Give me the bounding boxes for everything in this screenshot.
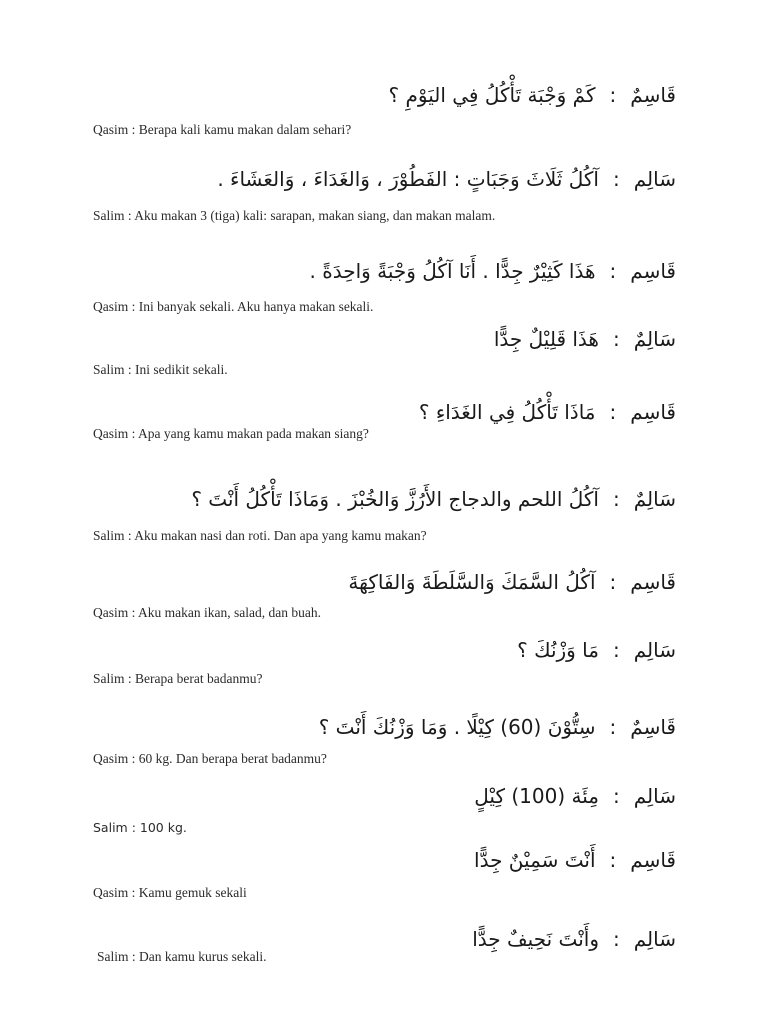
arabic-line-2	[217, 164, 676, 194]
arabic-line-11	[474, 845, 676, 875]
colon: :	[609, 570, 617, 594]
translation-line-6: Salim : Aku makan nasi dan roti. Dan apa yang kamu makan?	[93, 528, 427, 543]
speaker-name: قَاسِم	[630, 259, 676, 283]
speaker-name: قَاسِمٌ	[630, 715, 676, 739]
arabic-text: هَذَا قَلِيْلٌ جِدًّا	[493, 327, 599, 351]
translation-line-1: Qasim : Berapa kali kamu makan dalam sehari?	[93, 122, 352, 137]
arabic-text: سِتُّوْنَ (60) كِيْلًا . وَمَا وَزْنُكَ أَنْتَ ؟	[318, 715, 596, 739]
arabic-line-8	[517, 635, 676, 665]
arabic-text: أَنْتَ سَمِيْنٌ جِدًّا	[474, 848, 596, 872]
speaker-name: قَاسِم	[630, 570, 676, 594]
speaker-name: سَالِم	[633, 784, 676, 808]
arabic-line-6	[191, 484, 676, 514]
arabic-line-10	[474, 781, 676, 811]
colon: :	[612, 927, 620, 951]
arabic-text: آكُلُ ثَلَاثَ وَجَبَاتٍ : الفَطُوْرَ ، وَالغَدَاءَ ، وَالعَشَاءَ .	[217, 167, 599, 191]
arabic-line-1	[389, 80, 676, 110]
colon: :	[612, 784, 620, 808]
arabic-line-3	[310, 256, 676, 286]
colon: :	[609, 83, 617, 107]
speaker-name: سَالِم	[633, 638, 676, 662]
arabic-text: وأَنْتَ نَحِيفٌ جِدًّا	[472, 927, 599, 951]
colon: :	[609, 400, 617, 424]
colon: :	[612, 167, 620, 191]
arabic-text: كَمْ وَجْبَة تَأْكُلُ فِي اليَوْمِ ؟	[388, 83, 596, 107]
translation-line-4: Salim : Ini sedikit sekali.	[93, 362, 228, 377]
speaker-name: قَاسِم	[630, 848, 676, 872]
arabic-text: مِئَة (100) كِيْلٍ	[474, 784, 599, 808]
arabic-text: مَا وَزْنُكَ ؟	[517, 638, 599, 662]
speaker-name: سَالِم	[633, 167, 676, 191]
translation-line-5: Qasim : Apa yang kamu makan pada makan siang?	[93, 426, 369, 441]
colon: :	[612, 327, 620, 351]
speaker-name: سَالِمٌ	[633, 327, 676, 351]
speaker-name: سَالِمٌ	[633, 487, 676, 511]
translation-line-7: Qasim : Aku makan ikan, salad, dan buah.	[93, 605, 321, 620]
translation-line-8: Salim : Berapa berat badanmu?	[93, 671, 263, 686]
arabic-line-4	[494, 324, 676, 354]
colon: :	[609, 848, 617, 872]
arabic-text: هَذَا كَثِيْرٌ جِدًّا . أَنَا آكُلُ وَجْبَةً وَاحِدَةً .	[309, 259, 596, 283]
arabic-line-12	[472, 924, 676, 954]
arabic-text: آكُلُ السَّمَكَ وَالسَّلَطَةَ وَالفَاكِهَةَ	[348, 570, 596, 594]
translation-line-9: Qasim : 60 kg. Dan berapa berat badanmu?	[93, 751, 327, 766]
translation-line-12: Salim : Dan kamu kurus sekali.	[97, 949, 267, 964]
colon: :	[609, 715, 617, 739]
colon: :	[612, 487, 620, 511]
speaker-name: قَاسِمٌ	[630, 83, 676, 107]
translation-line-3: Qasim : Ini banyak sekali. Aku hanya makan sekali.	[93, 299, 374, 314]
arabic-text: مَاذَا تَأْكُلُ فِي الغَدَاءِ ؟	[418, 400, 596, 424]
translation-line-10: Salim : 100 kg.	[93, 820, 187, 835]
arabic-line-5	[419, 397, 676, 427]
translation-line-11: Qasim : Kamu gemuk sekali	[93, 885, 247, 900]
speaker-name: سَالِم	[633, 927, 676, 951]
arabic-line-9	[319, 712, 676, 742]
translation-line-2: Salim : Aku makan 3 (tiga) kali: sarapan, makan siang, dan makan malam.	[93, 208, 496, 223]
arabic-line-7	[348, 567, 676, 597]
colon: :	[612, 638, 620, 662]
colon: :	[609, 259, 617, 283]
arabic-text: آكُلُ اللحم والدجاج الأَرُزَّ وَالخُبْزَ . وَمَاذَا تَأْكُلُ أَنْتَ ؟	[191, 487, 599, 511]
speaker-name: قَاسِم	[630, 400, 676, 424]
